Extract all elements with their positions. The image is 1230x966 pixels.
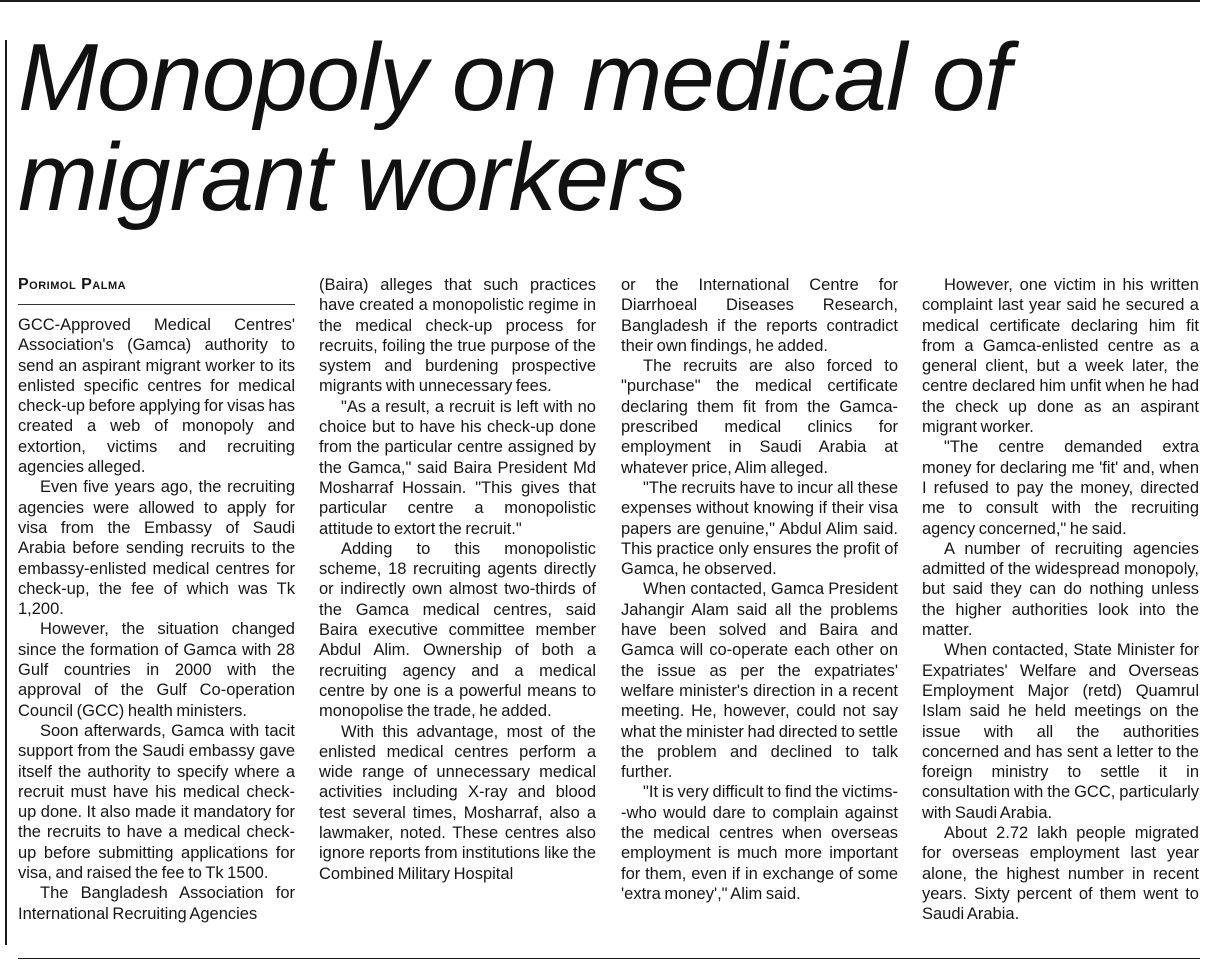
paragraph: About 2.72 lakh people migrated for overseas employment last year alone, the highest number in recent years. Sixty percent of them went to Saudi Arabia.: [922, 824, 1199, 924]
paragraph: "The centre demanded extra money for declaring me 'fit' and, when I refused to pay the money, directed me to consult with the recruiting agency concerned," he said.: [922, 438, 1199, 538]
paragraph: GCC-Approved Medical Centres' Association's (Gamca) authority to send an aspirant migrant worker to its enlisted specific centres for medical check-up before applying for visas has created a web of monopoly and extortion, victims and recruiting agencies alleged.: [18, 316, 295, 477]
article-column-2: [319, 275, 596, 884]
paragraph: The Bangladesh Association for International Recruiting Agencies: [18, 884, 295, 923]
paragraph: Adding to this monopolistic scheme, 18 recruiting agents directly or indirectly own almost two-thirds of the Gamca medical centres, said Baira executive committee member Abdul Alim. Ownership of both a recruiting agency and a medical centre by one is a powerful means to monopolise the trade, he added.: [319, 539, 596, 721]
paragraph: When contacted, Gamca President Jahangir Alam said all the problems have been solved and Baira and Gamca will co-operate each other on the issue as per the expatriates' welfare minister's direction in a recent meeting. He, however, could not say what the minister had directed to settle the problem and declined to talk further.: [621, 580, 898, 782]
paragraph: (Baira) alleges that such practices have created a monopolistic regime in the medical check-up process for recruits, foiling the true purpose of the system and burdening prospective migrants with unnecessary fees.: [319, 276, 596, 396]
article-column-1: [18, 275, 295, 924]
paragraph: The recruits are also forced to "purchase" the medical certificate declaring them fit from the Gamca-prescribed medical clinics for employment in Saudi Arabia at whatever price, Alim alleged.: [621, 357, 898, 477]
paragraph: Soon afterwards, Gamca with tacit support from the Saudi embassy gave itself the authority to specify where a recruit must have his medical check-up done. It also made it mandatory for the recruits to have a medical check-up before submitting applications for visa, and raised the fee to Tk 1500.: [18, 721, 295, 883]
paragraph: However, one victim in his written complaint last year said he secured a medical certificate declaring him fit from a Gamca-enlisted centre as a general client, but a week later, the centre declared him unfit when he had the check up done as an aspirant migrant worker.: [922, 276, 1199, 437]
paragraph: When contacted, State Minister for Expatriates' Welfare and Overseas Employment Major (retd) Quamrul Islam said he held meetings on the issue with all the authorities concerned and has sent a letter to the foreign ministry to settle it in consultation with the GCC, particularly with Saudi Arabia.: [922, 641, 1199, 822]
paragraph: "It is very difficult to find the victims--who would dare to complain against the medical centres when overseas employment is much more important for them, even if in exchange of some 'extra money'," Alim said.: [621, 783, 898, 903]
byline: Porimol Palma: [18, 275, 295, 305]
left-column-rule: [5, 40, 7, 945]
article-headline: Monopoly on medical of migrant workers: [18, 24, 1010, 231]
paragraph: With this advantage, most of the enlisted medical centres perform a wide range of unnecessary medical activities including X-ray and blood test several times, Mosharraf, also a lawmaker, noted. These centres also ignore reports from institutions like the Combined Military Hospital: [319, 722, 596, 883]
bottom-rule: [18, 958, 1200, 959]
article-column-4: [922, 275, 1199, 925]
top-rule: [0, 0, 1200, 2]
paragraph: Even five years ago, the recruiting agencies were allowed to apply for visa from the Embassy of Saudi Arabia before sending recruits to the embassy-enlisted medical centres for check-up, the fee of which was Tk 1,200.: [18, 478, 295, 619]
paragraph: or the International Centre for Diarrhoeal Diseases Research, Bangladesh if the reports contradict their own findings, he added.: [621, 276, 898, 355]
paragraph: "The recruits have to incur all these expenses without knowing if their visa papers are genuine," Abdul Alim said. This practice only ensures the profit of Gamca, he observed.: [621, 478, 898, 579]
paragraph: A number of recruiting agencies admitted of the widespread monopoly, but said they can do nothing unless the higher authorities look into the matter.: [922, 539, 1199, 640]
article-column-3: [621, 275, 898, 904]
paragraph: "As a result, a recruit is left with no choice but to have his check-up done from the particular centre assigned by the Gamca," said Baira President Md Mosharraf Hossain. "This gives that particular centre a monopolistic attitude to extort the recruit.": [319, 397, 596, 538]
paragraph: However, the situation changed since the formation of Gamca with 28 Gulf countries in 2000 with the approval of the Gulf Co-operation Council (GCC) health ministers.: [18, 620, 295, 720]
